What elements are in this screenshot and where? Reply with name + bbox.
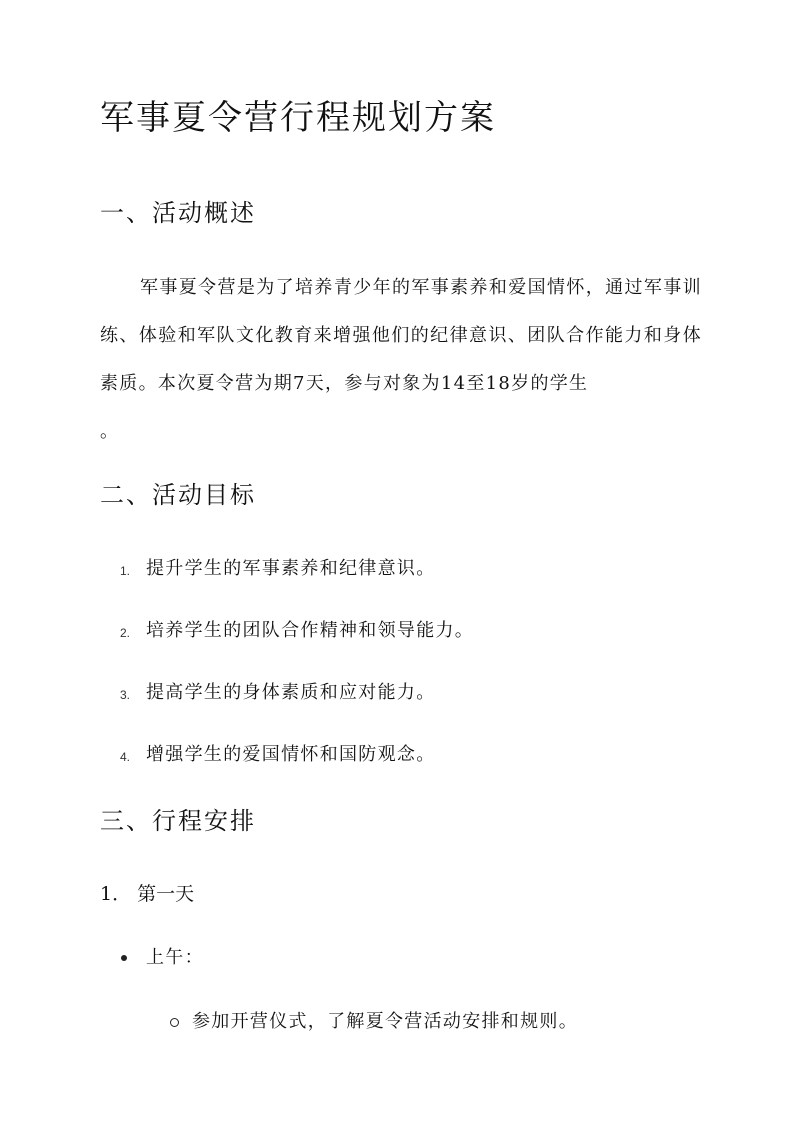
sub-bullet-text: 参加开营仪式，了解夏令营活动安排和规则。 (192, 1011, 578, 1032)
section-heading-overview: 一、活动概述 (100, 199, 256, 227)
list-item-number: 4. (120, 750, 131, 764)
paragraph-line: 力和身体素质。本次夏令营为期7天，参与对象为14至18岁的学生 (100, 325, 702, 394)
list-item-text: 提升学生的军事素养和纪律意识。 (146, 558, 436, 579)
bullet-text: 上午： (146, 947, 204, 968)
sub-bullet-item (170, 1008, 578, 1036)
bullet-disc-icon (121, 955, 127, 961)
paragraph-line: 。 (100, 421, 120, 442)
section-heading-goals: 二、活动目标 (100, 481, 256, 509)
list-item-text: 增强学生的爱国情怀和国防观念。 (146, 744, 436, 765)
day-heading: 1． 第一天 (100, 883, 195, 905)
goals-list (100, 555, 700, 803)
list-item (100, 679, 700, 741)
document-title: 军事夏令营行程规划方案 (100, 98, 496, 138)
list-item-number: 3. (120, 688, 131, 702)
section-heading-schedule: 三、行程安排 (100, 807, 256, 835)
list-item-text: 培养学生的团队合作精神和领导能力。 (146, 620, 475, 641)
bullet-item (121, 944, 204, 972)
bullet-circle-icon (170, 1018, 179, 1027)
list-item-text: 提高学生的身体素质和应对能力。 (146, 682, 436, 703)
list-item (100, 617, 700, 679)
list-item (100, 555, 700, 617)
list-item-number: 1. (120, 564, 131, 578)
list-item (100, 741, 700, 803)
list-item-number: 2. (120, 626, 131, 640)
paragraph-line: 军事夏令营是为了培养青少年的军事素养和爱国情怀，通过军 (140, 277, 664, 298)
paragraph-line: 事训练、体验和军队文化教育来增强他们的纪律意识、团队合作能 (100, 277, 702, 346)
overview-paragraph (100, 264, 702, 456)
